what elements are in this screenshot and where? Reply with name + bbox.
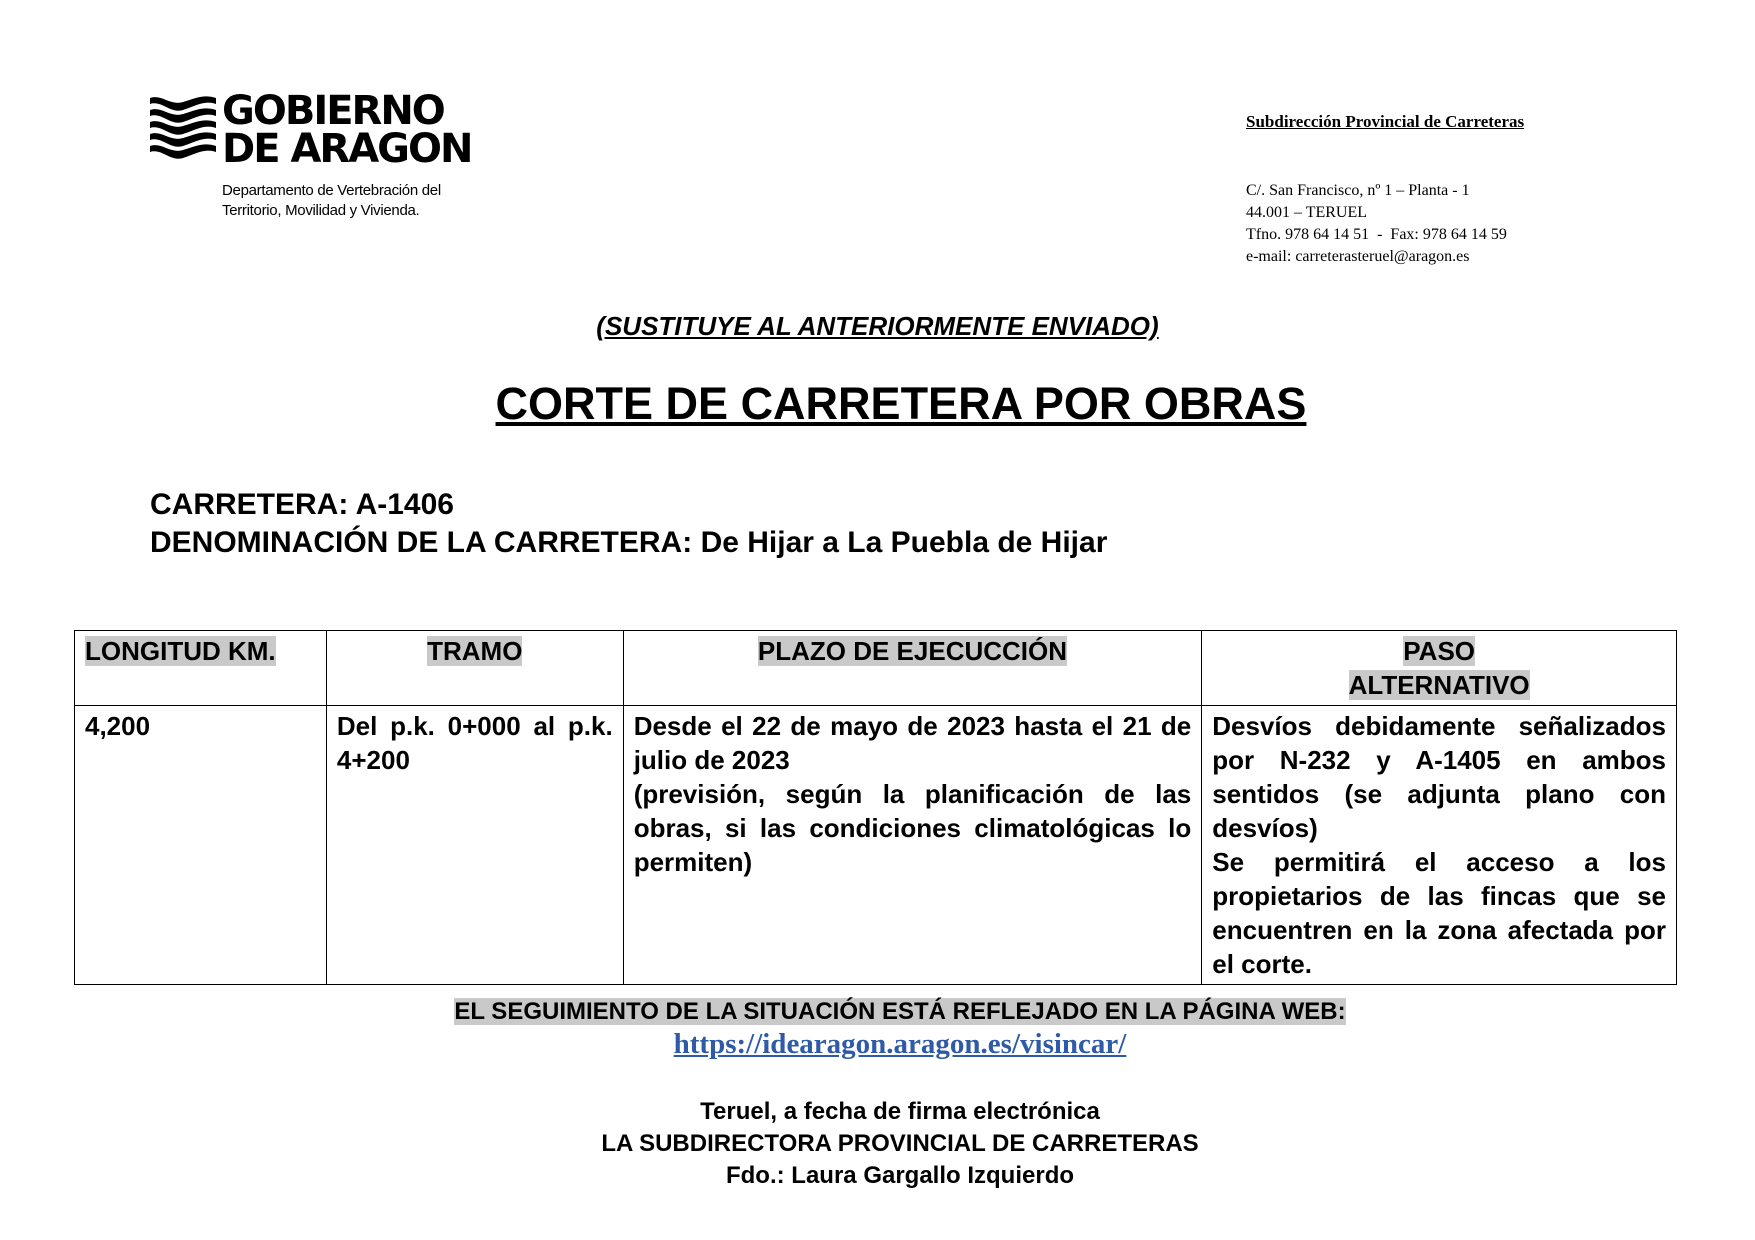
road-code: A-1406 <box>355 488 454 521</box>
department-line-1: Departamento de Vertebración del <box>222 182 441 199</box>
address-line-3: Tfno. 978 64 14 51 - Fax: 978 64 14 59 <box>1246 226 1507 243</box>
cell-tramo: Del p.k. 0+000 al p.k. 4+200 <box>326 706 623 985</box>
header-alternativo: ALTERNATIVO <box>1348 670 1530 700</box>
address-line-4: e-mail: carreterasteruel@aragon.es <box>1246 248 1470 265</box>
header-cell-paso <box>1202 631 1677 706</box>
header-plazo: PLAZO DE EJECUCCIÓN <box>757 636 1068 666</box>
road-code-line <box>150 486 1107 524</box>
address-line-2: 44.001 – TERUEL <box>1246 204 1368 221</box>
plazo-dates: Desde el 22 de mayo de 2023 hasta el 21 de julio de 2023 <box>633 711 1192 775</box>
follow-notice <box>0 998 1755 1026</box>
signature-block <box>0 1096 1755 1192</box>
page-title: CORTE DE CARRETERA POR OBRAS <box>495 378 1307 429</box>
road-name-line <box>150 524 1107 562</box>
table-header-row <box>75 631 1677 706</box>
aragon-logo-mark-icon <box>150 96 216 160</box>
sign-place-date: Teruel, a fecha de firma electrónica <box>700 1098 1100 1125</box>
plazo-note: (previsión, según la planificación de las obras, si las condiciones climatológicas lo permiten) <box>633 779 1192 877</box>
visincar-link[interactable]: https://idearagon.aragon.es/visincar/ <box>673 1028 1127 1060</box>
department-line-2: Territorio, Movilidad y Vivienda. <box>222 202 420 219</box>
header-tramo: TRAMO <box>427 636 523 666</box>
logo-line-2: DE ARAGON <box>222 126 472 172</box>
header-longitud: LONGITUD KM. <box>85 636 276 666</box>
road-label: CARRETERA: <box>150 488 349 521</box>
office-address <box>1246 180 1507 268</box>
cell-plazo <box>623 706 1202 985</box>
sign-name: Fdo.: Laura Gargallo Izquierdo <box>725 1162 1075 1189</box>
address-line-1: C/. San Francisco, nº 1 – Planta - 1 <box>1246 182 1470 199</box>
header-cell-longitud <box>75 631 327 706</box>
header-paso: PASO <box>1403 636 1476 666</box>
cell-longitud: 4,200 <box>75 706 327 985</box>
logo-line-1: GOBIERNO <box>222 88 444 134</box>
paso-access: Se permitirá el acceso a los propietarios de las fincas que se encuentren en la zona afectada por el corte. <box>1212 847 1666 979</box>
header-cell-plazo <box>623 631 1202 706</box>
gobierno-de-aragon-logo <box>150 88 480 172</box>
office-title: Subdirección Provincial de Carreteras <box>1246 112 1525 131</box>
department-name <box>222 181 441 221</box>
follow-text: EL SEGUIMIENTO DE LA SITUACIÓN ESTÁ REFLEJADO EN LA PÁGINA WEB: <box>454 998 1346 1025</box>
sign-role: LA SUBDIRECTORA PROVINCIAL DE CARRETERAS <box>601 1130 1199 1157</box>
road-name-label: DENOMINACIÓN DE LA CARRETERA: <box>150 526 693 559</box>
closure-table <box>74 630 1677 985</box>
road-info <box>150 486 1107 562</box>
header-cell-tramo <box>326 631 623 706</box>
cell-paso-alternativo <box>1202 706 1677 985</box>
table-row <box>75 706 1677 985</box>
replacement-notice: (SUSTITUYE AL ANTERIORMENTE ENVIADO) <box>596 311 1159 341</box>
paso-detours: Desvíos debidamente señalizados por N-232 y A-1405 en ambos sentidos (se adjunta plano con desvíos) <box>1212 711 1666 843</box>
logo-wordmark <box>222 88 472 172</box>
road-name: De Hijar a La Puebla de Hijar <box>700 526 1108 559</box>
